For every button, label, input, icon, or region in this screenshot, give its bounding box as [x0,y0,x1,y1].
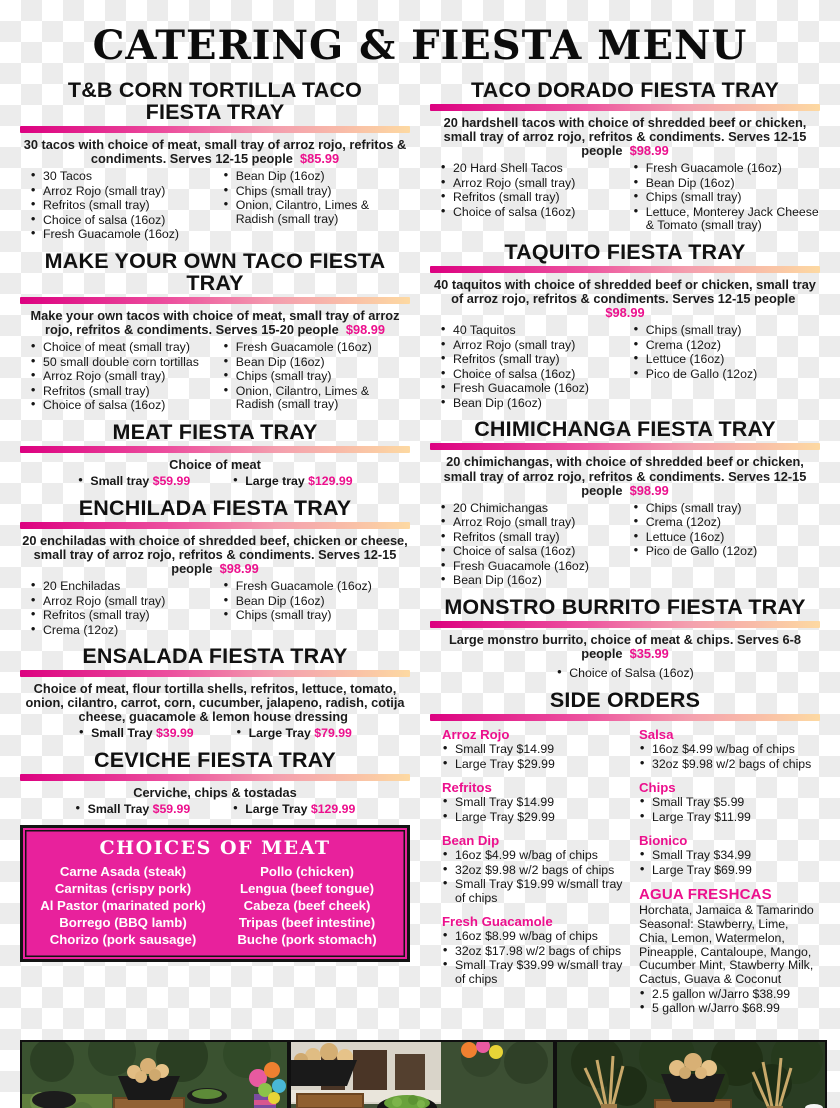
bullet-item: • Choice of salsa (16oz) [440,368,633,382]
bullet-item: • Pico de Gallo (12oz) [633,368,820,382]
price-option-value: $39.99 [156,726,194,741]
section-ensalada-fiesta-tray [20,645,410,742]
gradient-divider [20,297,410,304]
bullet-item: • Refritos (small tray) [440,191,633,205]
bullet-col-left [20,170,223,243]
meat-choice: Tripas (beef intestine) [238,915,376,931]
bullet-item: • Crema (12oz) [633,339,820,353]
bullet-item: • Refritos (small tray) [30,609,223,623]
section-heading [20,497,410,519]
side-order-item: • Small Tray $34.99 [639,849,820,863]
side-order-item: • Small Tray $39.99 w/small tray of chips [442,959,623,986]
section-price: $98.99 [345,322,385,338]
section-heading-line: CHIMICHANGA FIESTA TRAY [474,417,776,442]
side-order-group-name: Fresh Guacamole [442,914,553,930]
section-heading-line: TAQUITO FIESTA TRAY [504,239,746,264]
bullet-item: • 20 Enchiladas [30,580,223,594]
bullet-columns [430,502,820,589]
bullet-item: • Crema (12oz) [30,624,223,638]
price-option-label: Small Tray [87,802,153,817]
meat-choice: Carnitas (crispy pork) [54,880,192,896]
side-order-group [639,886,820,1016]
section-heading-line: TACO DORADO FIESTA TRAY [471,78,779,102]
bullet-col-left [20,580,223,638]
bullet-center [430,664,820,682]
bullet-columns [20,580,410,638]
section-heading-line: ENSALADA FIESTA TRAY [82,644,348,669]
price-option-label: Small Tray [91,726,157,741]
section-price: $98.99 [629,143,669,159]
bullet-item: • Chips (small tray) [223,185,410,199]
bullet-col-left [430,324,633,411]
section-price: $35.99 [629,645,669,661]
side-order-item: • Large Tray $29.99 [442,758,623,772]
side-order-item: • 16oz $8.99 w/bag of chips [442,930,623,944]
choices-of-meat-box [20,825,410,963]
section-side-orders [430,689,820,1025]
price-option [232,803,355,817]
meat-choice: Buche (pork stomach) [237,932,377,948]
bullet-item: • Lettuce, Monterey Jack Cheese & Tomato (small tray) [633,206,820,233]
price-options-row [20,803,410,818]
section-heading [20,79,410,123]
side-order-item: • 16oz $4.99 w/bag of chips [639,743,820,757]
bullet-item: • Fresh Guacamole (16oz) [223,341,410,355]
bullet-item: • Bean Dip (16oz) [440,574,633,588]
bullet-item: • Bean Dip (16oz) [440,397,633,411]
bullet-item: • Onion, Cilantro, Limes & Radish (small tray) [223,385,410,412]
side-order-items [639,849,820,877]
bullet-item: • 40 Taquitos [440,324,633,338]
bullet-item: • 50 small double corn tortillas [30,356,223,370]
bullet-item: • Choice of meat (small tray) [30,341,223,355]
bullet-col-right [633,324,820,411]
bullet-item: • Choice of salsa (16oz) [440,206,633,220]
bullet-item: • Refritos (small tray) [30,199,223,213]
gradient-divider [20,670,410,677]
side-order-group-note: Horchata, Jamaica & Tamarindo Seasonal: Stawberry, Lime, Chia, Lemon, Watermelon, Pineapple, Cantaloupe, Mango, Cucumber Mint, Stawberry Milk, Cactus, Guava & Coconut [639,903,814,987]
section-description: Make your own tacos with choice of meat, small tray of arroz rojo, refritos & condiments. Serves 15-20 people $98.99 [30,308,400,338]
side-order-group [442,914,623,986]
choices-of-meat-column [31,863,215,949]
gradient-divider [20,446,410,453]
price-option-label: Large Tray [245,802,311,817]
bullet-item: • Chips (small tray) [633,324,820,338]
price-option [232,475,352,489]
choices-of-meat-columns [31,863,399,949]
price-option-label: Small tray [90,474,153,489]
section-description: 20 chimichangas, with choice of shredded beef or chicken, small tray of arroz rojo, refritos & condiments. Serves 12-15 people $98.99 [443,454,807,498]
meat-choice: Chorizo (pork sausage) [49,932,197,948]
section-taquito-fiesta-tray [430,241,820,411]
bullet-item: • Fresh Guacamole (16oz) [30,228,223,242]
bullet-item: • Onion, Cilantro, Limes & Radish (small tray) [223,199,410,226]
price-option [236,727,352,741]
side-order-item: • 32oz $9.98 w/2 bags of chips [639,758,820,772]
price-option [78,727,194,741]
photo-strip [20,1040,820,1108]
side-order-item: • Small Tray $19.99 w/small tray of chips [442,878,623,905]
price-option-label: Large Tray [248,726,315,741]
side-order-column [639,727,820,1025]
section-subtitle: Cerviche, chips & tostadas [133,785,297,801]
bullet-item: • 20 Hard Shell Tacos [440,162,633,176]
section-heading: SIDE ORDERS [549,688,701,713]
meat-choice: Pollo (chicken) [260,863,354,879]
bullet-item: • Chips (small tray) [223,370,410,384]
side-order-group [639,833,820,877]
bullet-item: • Refritos (small tray) [30,385,223,399]
section-heading-line: MAKE YOUR OWN TACO FIESTA TRAY [44,248,386,296]
meat-choice: Carne Asada (steak) [59,863,187,879]
bullet-item: • Crema (12oz) [633,516,820,530]
section-heading [430,241,820,263]
bullet-item: • Lettuce (16oz) [633,353,820,367]
bullet-item: • Choice of Salsa (16oz) [556,667,693,681]
section-heading-line: T&B CORN TORTILLA TACO [67,78,363,102]
price-option-value: $129.99 [310,802,356,817]
bullet-item: • Bean Dip (16oz) [223,170,410,184]
section-description: 30 tacos with choice of meat, small tray of arroz rojo, refritos & condiments. Serves 12-15 people $85.99 [23,137,407,167]
section-heading [430,596,820,618]
bullet-item: • Choice of salsa (16oz) [30,214,223,228]
gradient-divider [20,774,410,781]
section-price: $98.99 [629,482,669,498]
section-heading-line: CEVICHE FIESTA TRAY [94,747,336,772]
meat-choice: Lengua (beef tongue) [239,880,375,896]
side-order-group [442,727,623,771]
left-column [20,79,410,962]
meat-choice: Cabeza (beef cheek) [243,897,371,913]
bullet-item: • Chips (small tray) [633,502,820,516]
section-heading-line: FIESTA TRAY [145,100,285,125]
bullet-item: • 20 Chimichangas [440,502,633,516]
side-order-group-name: Salsa [639,727,674,743]
section-description: Large monstro burrito, choice of meat & chips. Serves 6-8 people $35.99 [448,631,801,661]
side-order-group-name: Chips [639,780,676,796]
bullet-item: • 30 Tacos [30,170,223,184]
section-description: 20 hardshell tacos with choice of shredded beef or chicken, small tray of arroz rojo, refritos & condiments. Serves 12-15 people $98.99 [443,115,807,159]
right-column [430,79,820,1032]
price-options-row [20,475,410,490]
gradient-divider [430,104,820,111]
bullet-col-right [633,502,820,589]
section-heading [20,749,410,771]
bullet-col-left [430,162,633,234]
bullet-item: • Arroz Rojo (small tray) [30,185,223,199]
bullet-col-right [223,170,410,243]
side-order-item: • Large Tray $29.99 [442,811,623,825]
section-heading-line: MEAT FIESTA TRAY [112,419,318,444]
choices-of-meat-column [215,863,399,949]
section-heading [20,645,410,667]
section-heading [430,79,820,101]
bullet-item: • Choice of salsa (16oz) [440,545,633,559]
garden-molcajete-salsa-bar-photo [555,1040,827,1108]
section-monstro-burrito-fiesta-tray [430,596,820,682]
section-enchilada-fiesta-tray [20,497,410,638]
bullet-item: • Bean Dip (16oz) [633,177,820,191]
price-option-value: $59.99 [152,474,191,489]
side-order-items [639,796,820,824]
side-order-items [442,849,623,905]
section-description: 20 enchiladas with choice of shredded beef, chicken or cheese, small tray of arroz rojo, refritos & condiments. Serves 12-15 people $98.99 [22,532,408,576]
gradient-divider [430,443,820,450]
fiesta-chip-bar-papel-picado-photo [20,1040,289,1108]
bullet-col-right [223,580,410,638]
bullet-col-left [430,502,633,589]
section-tb-corn-tortilla-taco-fiesta-tray [20,79,410,243]
bullet-item: • Choice of salsa (16oz) [30,399,223,413]
section-chimichanga-fiesta-tray [430,418,820,588]
bullet-item: • Chips (small tray) [633,191,820,205]
bullet-item: • Refritos (small tray) [440,531,633,545]
section-heading [430,418,820,440]
bullet-item: • Bean Dip (16oz) [223,356,410,370]
side-order-item: • 32oz $17.98 w/2 bags of chips [442,945,623,959]
section-heading [20,421,410,443]
gradient-divider [20,126,410,133]
section-heading [20,250,410,294]
section-description: Choice of meat, flour tortilla shells, refritos, lettuce, tomato, onion, cilantro, carrot, corn, cucumber, jalapeno, radish, cotija cheese, guacamole & lemon house dressing [25,681,405,725]
side-order-group-name: Arroz Rojo [442,727,510,743]
side-order-group [639,727,820,771]
side-order-item: • Large Tray $69.99 [639,864,820,878]
bullet-item: • Arroz Rojo (small tray) [30,595,223,609]
bullet-item: • Bean Dip (16oz) [223,595,410,609]
photo-3-illustration [557,1042,825,1108]
section-description: 40 taquitos with choice of shredded beef or chicken, small tray of arroz rojo, refritos & condiments. Serves 12-15 people $98.99 [434,277,816,321]
price-options-row [20,727,410,742]
choices-of-meat-title: CHOICES OF MEAT [99,836,331,859]
bullet-item: • Fresh Guacamole (16oz) [633,162,820,176]
side-order-item: • 5 gallon w/Jarro $68.99 [639,1002,820,1016]
bullet-columns [430,324,820,411]
section-heading-line: MONSTRO BURRITO FIESTA TRAY [444,594,806,619]
section-price: $98.99 [219,560,259,576]
gradient-divider [430,621,820,628]
patio-taco-toppings-bar-photo [289,1040,555,1108]
menu-columns [20,79,820,1032]
section-ceviche-fiesta-tray [20,749,410,818]
price-option-value: $59.99 [152,802,191,817]
gradient-divider [430,714,820,721]
photo-1-illustration [22,1042,287,1108]
side-order-columns [430,727,820,1025]
side-order-items [442,930,623,986]
section-taco-dorado-fiesta-tray [430,79,820,234]
side-order-group [442,833,623,905]
side-order-items [442,796,623,824]
bullet-columns [20,341,410,414]
side-order-item: • Small Tray $14.99 [442,743,623,757]
bullet-col-left [20,341,223,414]
bullet-item: • Arroz Rojo (small tray) [440,177,633,191]
bullet-item: • Arroz Rojo (small tray) [30,370,223,384]
side-order-item: • Small Tray $5.99 [639,796,820,810]
section-price: $98.99 [605,305,645,321]
side-order-group [639,780,820,824]
bullet-item: • Pico de Gallo (12oz) [633,545,820,559]
side-order-item: • 16oz $4.99 w/bag of chips [442,849,623,863]
price-option-value: $129.99 [308,474,353,489]
meat-choice: Al Pastor (marinated pork) [40,897,206,913]
bullet-item: • Fresh Guacamole (16oz) [440,382,633,396]
price-option [75,803,191,817]
price-option [77,475,190,489]
bullet-item: • Chips (small tray) [223,609,410,623]
gradient-divider [430,266,820,273]
bullet-columns [430,162,820,234]
section-price: $85.99 [299,151,340,167]
side-order-items [639,743,820,771]
side-order-column [430,727,623,1025]
bullet-col-right [633,162,820,234]
meat-choice: Borrego (BBQ lamb) [59,915,187,931]
side-order-item: • 2.5 gallon w/Jarro $38.99 [639,988,820,1002]
bullet-item: • Refritos (small tray) [440,353,633,367]
price-option-label: Large tray [245,474,309,489]
side-order-group [442,780,623,824]
side-order-group-name: Bean Dip [442,833,500,849]
side-order-items [639,988,820,1016]
side-order-group-name: Bionico [639,833,688,849]
bullet-item: • Lettuce (16oz) [633,531,820,545]
side-order-group-name: AGUA FRESHCAS [639,886,772,904]
bullet-item: • Arroz Rojo (small tray) [440,516,633,530]
side-order-item: • Small Tray $14.99 [442,796,623,810]
price-option-value: $79.99 [314,726,352,741]
side-order-item: • Large Tray $11.99 [639,811,820,825]
page-title: CATERING & FIESTA MENU [92,22,748,69]
bullet-item: • Fresh Guacamole (16oz) [223,580,410,594]
section-meat-fiesta-tray [20,421,410,490]
side-order-items [442,743,623,771]
bullet-col-right [223,341,410,414]
photo-2-illustration [291,1042,553,1108]
section-heading-line: ENCHILADA FIESTA TRAY [78,495,352,520]
bullet-columns [20,170,410,243]
section-make-your-own-taco-fiesta-tray [20,250,410,414]
side-order-item: • 32oz $9.98 w/2 bags of chips [442,864,623,878]
section-subtitle: Choice of meat [169,457,261,473]
side-order-group-name: Refritos [442,780,492,796]
bullet-item: • Arroz Rojo (small tray) [440,339,633,353]
bullet-item: • Fresh Guacamole (16oz) [440,560,633,574]
gradient-divider [20,522,410,529]
